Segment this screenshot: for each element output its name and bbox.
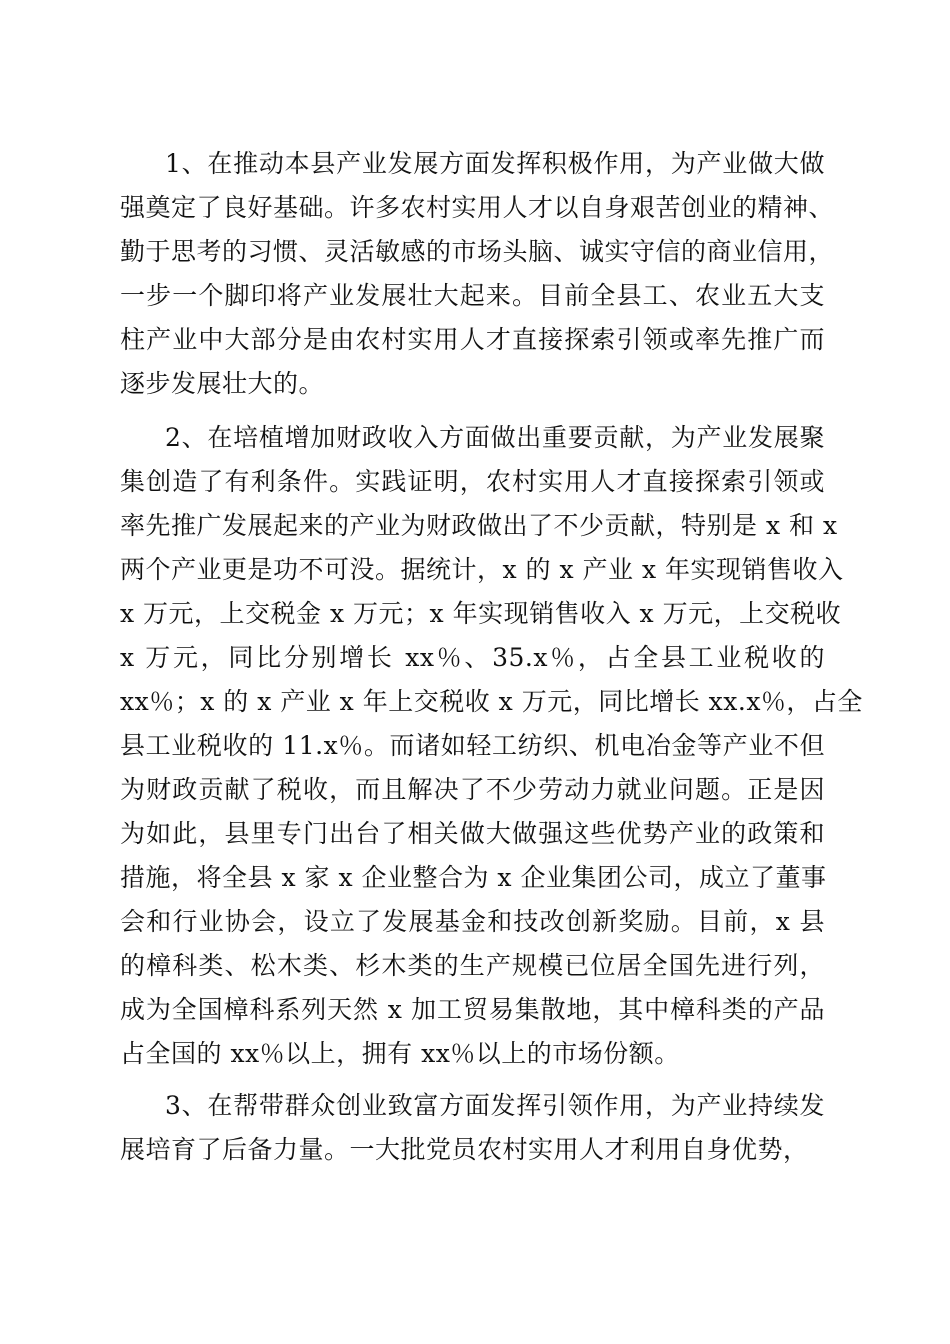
paragraph-1-line-3: 勤于思考的习惯、灵活敏感的市场头脑、诚实守信的商业信用，: [120, 237, 835, 266]
paragraph-1-line-2: 强奠定了良好基础。许多农村实用人才以自身艰苦创业的精神、: [120, 193, 835, 222]
paragraph-2-line-9: 为财政贡献了税收，而且解决了不少劳动力就业问题。正是因: [120, 775, 825, 804]
paragraph-2-line-7: xx％；x 的 x 产业 x 年上交税收 x 万元，同比增长 xx.x％，占全: [120, 687, 863, 716]
paragraph-2-line-2: 集创造了有利条件。实践证明，农村实用人才直接探索引领或: [120, 467, 825, 496]
paragraph-2-line-3: 率先推广发展起来的产业为财政做出了不少贡献，特别是 x 和 x: [120, 511, 838, 540]
paragraph-2-line-11: 措施，将全县 x 家 x 企业整合为 x 企业集团公司，成立了董事: [120, 863, 827, 892]
paragraph-1-line-6: 逐步发展壮大的。: [120, 369, 325, 398]
paragraph-2-line-12: 会和行业协会，设立了发展基金和技改创新奖励。目前，x 县: [120, 907, 825, 936]
paragraph-2-line-6: x 万元，同比分别增长 xx％、35.x％，占全县工业税收的: [120, 643, 825, 672]
paragraph-2-line-10: 为如此，县里专门出台了相关做大做强这些优势产业的政策和: [120, 819, 825, 848]
paragraph-2-line-13: 的樟科类、松木类、杉木类的生产规模已位居全国先进行列，: [120, 951, 825, 980]
paragraph-1-line-1: 1、在推动本县产业发展方面发挥积极作用，为产业做大做: [165, 149, 825, 178]
paragraph-2-line-1: 2、在培植增加财政收入方面做出重要贡献，为产业发展聚: [165, 423, 825, 452]
paragraph-2-line-14: 成为全国樟科系列天然 x 加工贸易集散地，其中樟科类的产品: [120, 995, 825, 1024]
paragraph-2-line-15: 占全国的 xx％以上，拥有 xx％以上的市场份额。: [120, 1039, 680, 1068]
paragraph-2-line-8: 县工业税收的 11.x％。而诸如轻工纺织、机电冶金等产业不但: [120, 731, 825, 760]
paragraph-2-line-4: 两个产业更是功不可没。据统计，x 的 x 产业 x 年实现销售收入: [120, 555, 844, 584]
paragraph-1-line-4: 一步一个脚印将产业发展壮大起来。目前全县工、农业五大支: [120, 281, 825, 310]
paragraph-3-line-1: 3、在帮带群众创业致富方面发挥引领作用，为产业持续发: [165, 1091, 825, 1120]
paragraph-1-line-5: 柱产业中大部分是由农村实用人才直接探索引领或率先推广而: [120, 325, 825, 354]
paragraph-3-line-2: 展培育了后备力量。一大批党员农村实用人才利用自身优势，: [120, 1135, 809, 1164]
paragraph-2-line-5: x 万元，上交税金 x 万元；x 年实现销售收入 x 万元，上交税收: [120, 599, 842, 628]
